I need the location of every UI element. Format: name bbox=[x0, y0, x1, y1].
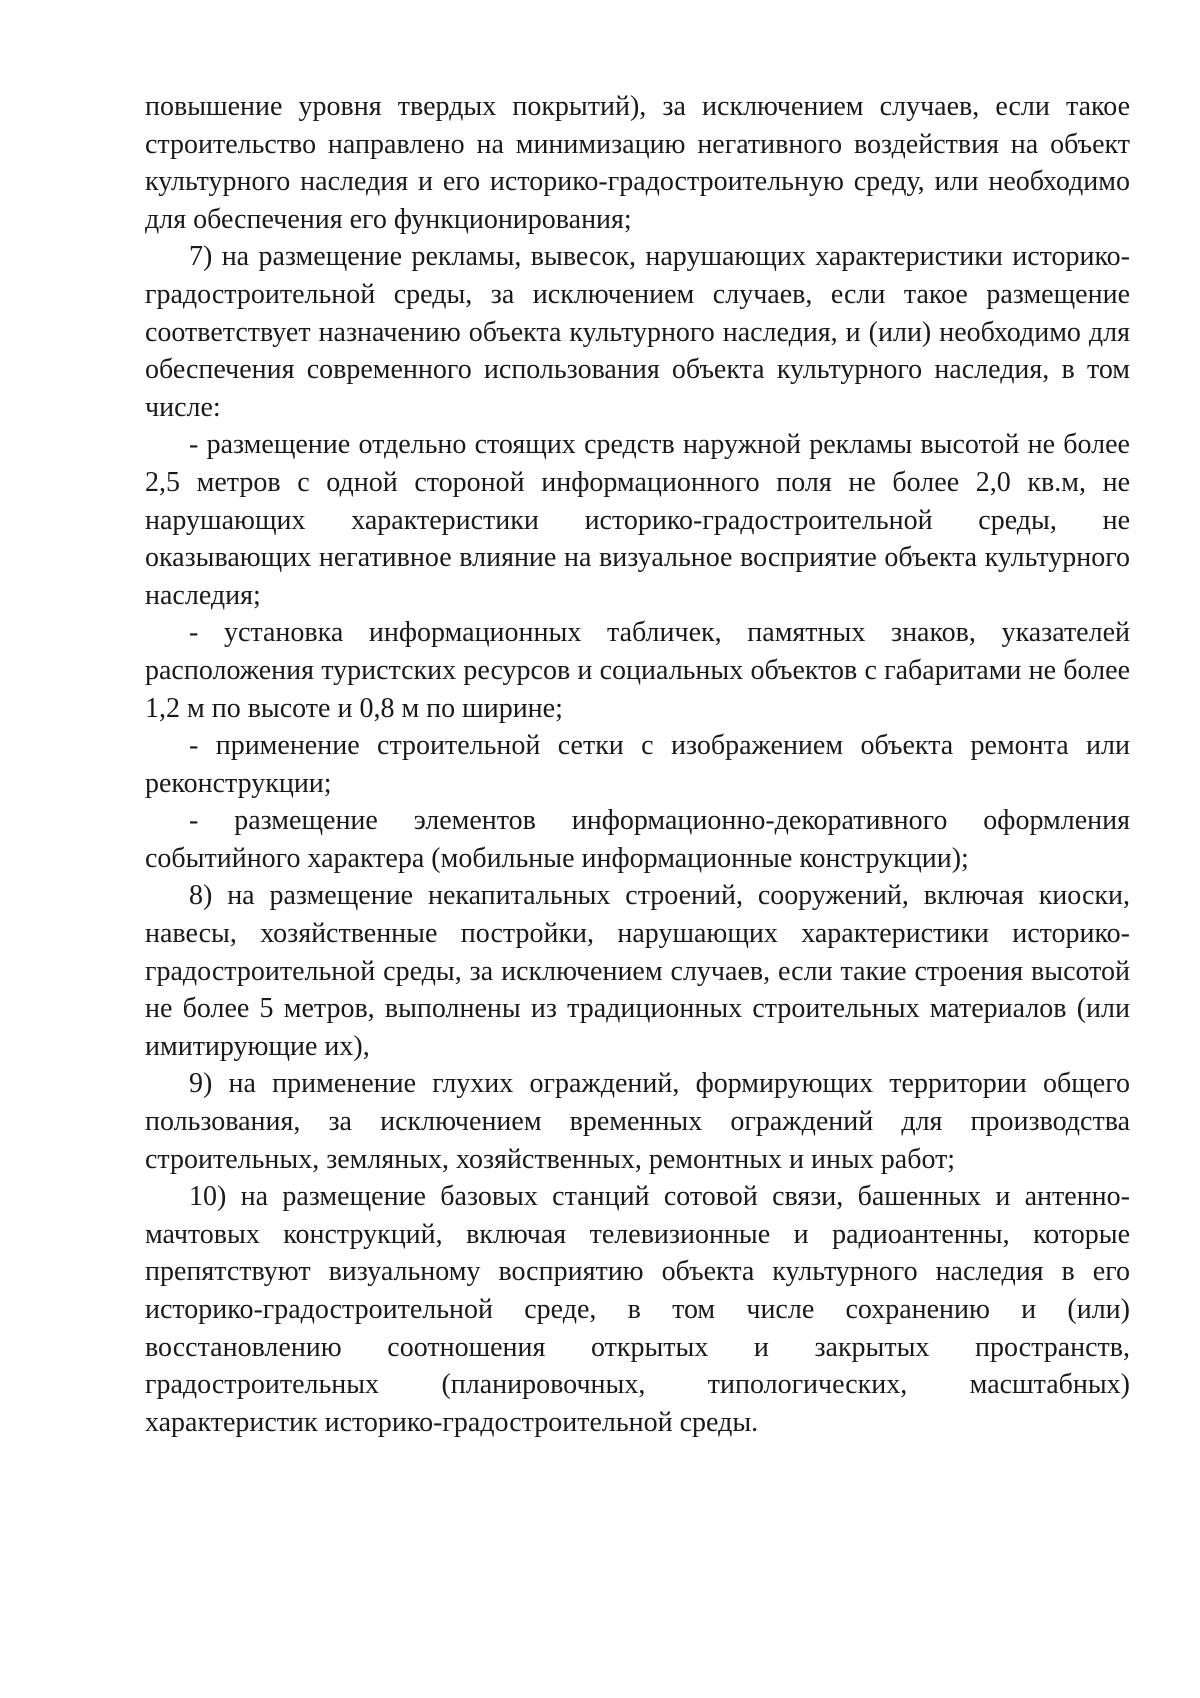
paragraph-bullet-signs: - установка информационных табличек, памятных знаков, указателей расположения туристских ресурсов и социальных объектов с габаритами не более 1,2 м по высоте и 0,8 м по ширине; bbox=[145, 617, 1130, 724]
paragraph-item-7: 7) на размещение рекламы, вывесок, нарушающих характеристики историко-градостроительной среды, за исключением случаев, если такое размещение соответствует назначению объекта культурного наследия, и (или) необходимо для обеспечения современного использования объекта культурного наследия, в том числе: bbox=[145, 241, 1130, 423]
document-page bbox=[145, 88, 1130, 1441]
paragraph-bullet-advertising: - размещение отдельно стоящих средств наружной рекламы высотой не более 2,5 метров с одной стороной информационного поля не более 2,0 кв.м, не нарушающих характеристики историко-градостроительной среды, не оказывающих негативное влияние на визуальное восприятие объекта культурного наследия; bbox=[145, 429, 1130, 611]
paragraph-item-8: 8) на размещение некапитальных строений, сооружений, включая киоски, навесы, хозяйственные постройки, нарушающих характеристики историко-градостроительной среды, за исключением случаев, если такие строения высотой не более 5 метров, выполнены из традиционных строительных материалов (или имитирующие их), bbox=[145, 880, 1130, 1062]
paragraph-item-9: 9) на применение глухих ограждений, формирующих территории общего пользования, за исключением временных ограждений для производства строительных, земляных, хозяйственных, ремонтных и иных работ; bbox=[145, 1068, 1130, 1175]
paragraph-item-10: 10) на размещение базовых станций сотовой связи, башенных и антенно-мачтовых конструкций, включая телевизионные и радиоантенны, которые препятствуют визуальному восприятию объекта культурного наследия в его историко-градостроительной среде, в том числе сохранению и (или) восстановлению соотношения открытых и закрытых пространств, градостроительных (планировочных, типологических, масштабных) характеристик историко-градостроительной среды. bbox=[145, 1181, 1130, 1438]
paragraph-bullet-construction-mesh: - применение строительной сетки с изображением объекта ремонта или реконструкции; bbox=[145, 730, 1130, 799]
paragraph-continuation: повышение уровня твердых покрытий), за исключением случаев, если такое строительство направлено на минимизацию негативного воздействия на объект культурного наследия и его историко-градостроительную среду, или необходимо для обеспечения его функционирования; bbox=[145, 91, 1130, 235]
paragraph-bullet-decorative-elements: - размещение элементов информационно-декоративного оформления событийного характера (мобильные информационные конструкции); bbox=[145, 805, 1130, 874]
